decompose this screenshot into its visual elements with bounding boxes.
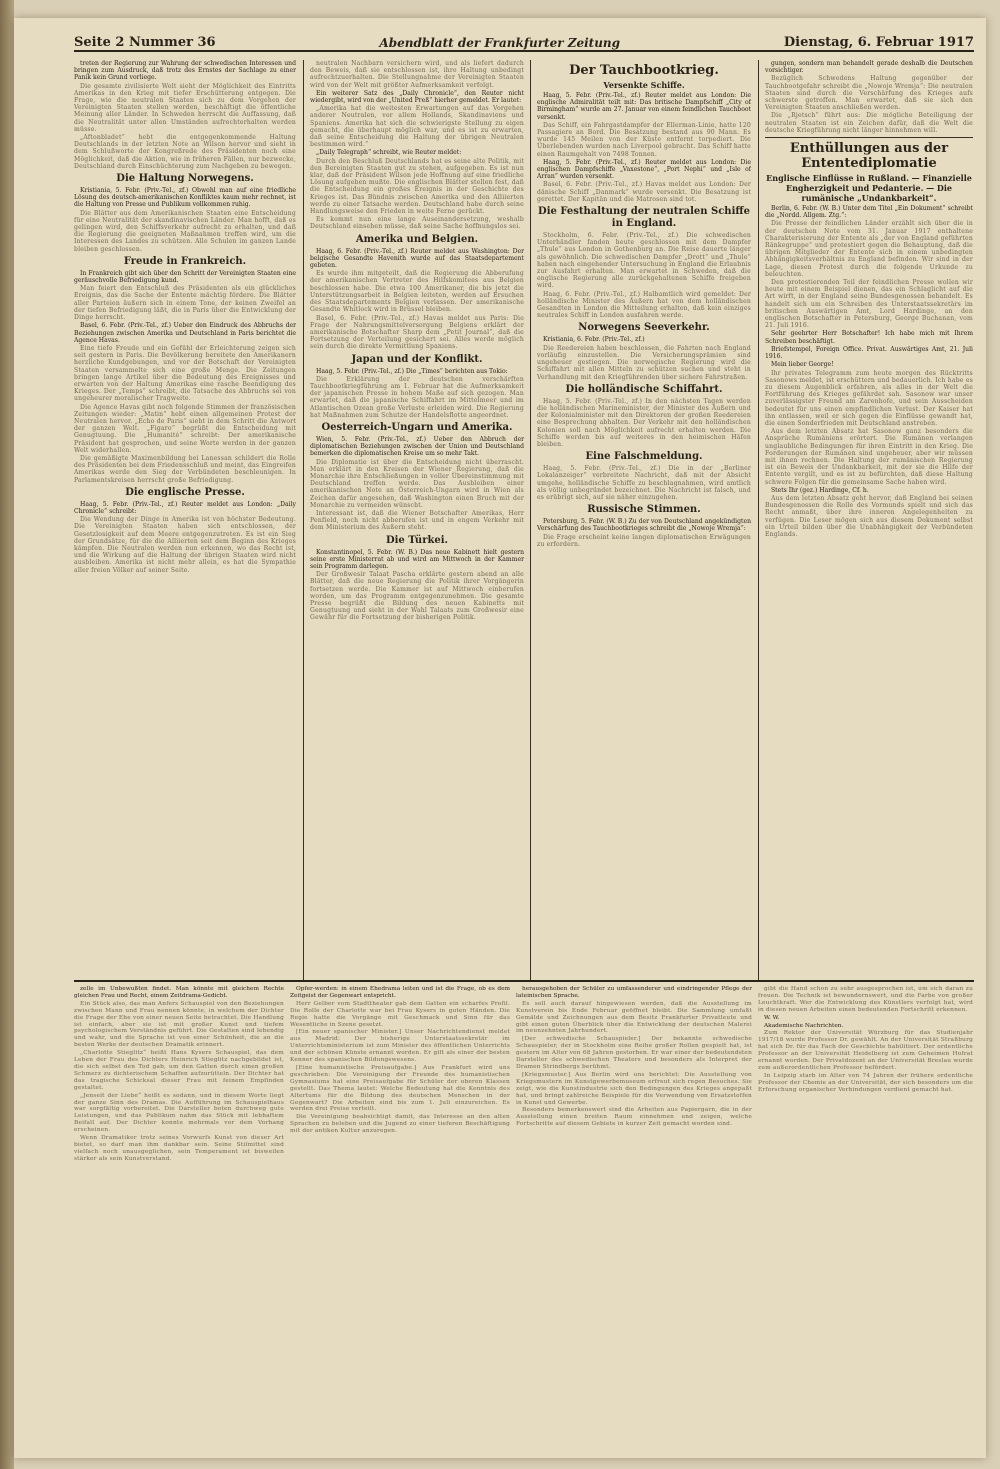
headline: Die holländische Schiffahrt. bbox=[565, 383, 723, 395]
headline: Eine Falschmeldung. bbox=[585, 451, 703, 463]
feuilleton-column-3: herausgehoben der Schüler zu umfassenderer und eindringender Pflege der lateinischen Sprache. Es soll auch darauf hingewiesen werden, daß die Ausstellung im Kunstverein bis Ende Februar geöffnet bleibt. Die Sammlung umfaßt Gemälde und Zeichnungen aus dem Besitz Frankfurter Privatleute und gibt einen guten Überblick über die Entwicklung der deutschen Malerei im neunzehnten Jahrhundert. [Der schwedische Schauspieler.] Der bekannte schwedische Schauspieler, der in Stockholm eine Reihe großer Rollen gespielt hat, ist gestern im Alter von 68 Jahren gestorben. Er war einer der bedeutendsten Darsteller des schwedischen Theaters und besonders als Interpret der Dramen Strindbergs berühmt. [Kriegsmuster.] Aus Berlin wird uns berichtet: Die Ausstellung von Kriegsmustern im Kunstgewerbemuseum erfreut sich regen Besuches. Sie zeigt, wie die Kunstindustrie sich den Bedingungen des Krieges angepaßt hat, und bringt zahlreiche Beispiele für die Verwendung von Ersatzstoffen in Kunst und Gewerbe. Besonders bemerkenswert sind die Arbeiten aus Papiergarn, die in der Ausstellung einen breiten Raum einnehmen und zeigen, welche Fortschritte auf diesem Gebiete in kurzer Zeit gemacht worden sind. bbox=[516, 986, 752, 1128]
column-1: treten der Regierung zur Wahrung der schwedischen Interessen und bringen zum Ausdruck, daß trotz des Ernstes der Sachlage zu einer Panik kein Grund vorliege. Die gesamte zivilisierte Welt sieht der Möglichkeit des Eintritts Amerikas in den Krieg mit tiefer Erschütterung entgegen. Die Frage, wie die neutralen Staaten sich zu dem Vorgehen der Vereinigten Staaten stellen werden, beschäftigt die öffentliche Meinung aller Länder. In Schweden herrscht die Auffassung, daß die Neutralität unter allen Umständen aufrechterhalten werden müsse. „Aftonbladet“ hebt die entgegenkommende Haltung Deutschlands in der letzten Note an Wilson hervor und sieht in dem Schlußworte der Kongreßrede des Präsidenten noch eine Möglichkeit, daß die Aktion, wie in früheren Fällen, nur bezwecke, Deutschland durch Einschüchterung zum Nachgeben zu bewegen. Die Haltung Norwegens. Kristiania, 5. Febr. (Priv.-Tel., zf.) Obwohl man auf eine friedliche Lösung des deutsch-amerikanischen Konfliktes kaum mehr rechnet, ist die Haltung von Presse und Publikum vollkommen ruhig. Die Blätter aus dem Amerikanischen Staaten eine Entscheidung für eine Neutralität der skandinavischen Länder. Man hofft, daß es gelingen wird, den Schiffsverkehr aufrecht zu erhalten, und daß die Regierung die geeigneten Maßnahmen treffen wird, um die Interessen des Landes zu schützen. Alle Schulen im ganzen Lande bleiben geschlossen. Freude in Frankreich. In Frankreich gibt sich über den Schritt der Vereinigten Staaten eine geräuschvolle Befriedigung kund. Man feiert den Entschluß des Präsidenten als ein glückliches Ereignis, das die Sache der Entente mächtig fördere. Die Blätter aller Parteien äußern sich in einem Tone, der keinen Zweifel an der tiefen Befriedigung läßt, die in Paris über die Entwicklung der Dinge herrscht. Basel, 6. Febr. (Priv.-Tel., zf.) Ueber den Eindruck des Abbruchs der Beziehungen zwischen Amerika und Deutschland in Paris berichtet die Agence Havas. Eine tiefe Freude und ein Gefühl der Erleichterung zeigen sich seit gestern in Paris. Die Bevölkerung bereitete den Amerikanern herzliche Kundgebungen, und vor der Botschaft der Vereinigten Staaten versammelte sich eine große Menge. Die Zeitungen bringen lange Artikel über die Bedeutung des Ereignisses und erwarten von der Haltung Amerikas eine rasche Beendigung des Krieges. Der „Temps“ schreibt, die Tatsache des Abbruchs sei von ungeheurer moralischer Tragweite. Die Agence Havas gibt noch folgende Stimmen der französischen Zeitungen wieder: „Matin“ hebt einen allgemeinen Protest der Neutralen hervor. „Echo de Paris“ sieht in dem Schritt die Antwort der ganzen Welt. „Figaro“ begrüßt die Entscheidung mit Genugtuung. Die „Humanité“ schreibt: Der amerikanische Präsident hat gesprochen, und seine Worte werden in der ganzen Welt widerhallen. Die gemäßigte Maximenbildung bei Lanessan schildert die Rolle des Präsidenten bei dem Friedensschluß und meint, das Eingreifen Amerikas werde den Sieg der Verbündeten beschleunigen. In Parlamentskreisen herrscht große Befriedigung. Die englische Presse. Haag, 5. Febr. (Priv.-Tel., zf.) Reuter meldet aus London: „Daily Chronicle“ schreibt: Die Wendung der Dinge in Amerika ist von höchster Bedeutung. Die Vereinigten Staaten haben sich entschlossen, der Gesetzlosigkeit auf dem Meere entgegenzutreten. Es ist ein Sieg der Grundsätze, für die die Alliierten seit dem Beginn des Krieges kämpfen. Die Neutralen werden nun erkennen, wo das Recht ist, und die Wirkung auf die Haltung der übrigen Staaten wird nicht ausbleiben. Amerika ist nicht mehr allein, es hat die Sympathie aller freien Völker auf seiner Seite. bbox=[74, 60, 296, 574]
article-text: Kristiania, 6. Febr. (Priv.-Tel., zf.) bbox=[543, 336, 645, 344]
article-text: Haag, 5. Febr. (Priv.-Tel., zf.) Reuter meldet aus London: „Daily Chronicle“ schreibt: bbox=[74, 500, 296, 515]
headline: Japan und der Konflikt. bbox=[351, 353, 483, 365]
headline: Freude in Frankreich. bbox=[123, 255, 247, 267]
signature: Stets Ihr (gez.) Hardinge, Cf. h. bbox=[771, 486, 869, 494]
column-4: gungen, sondern man behandelt gerade deshalb die Deutschen vorsichtiger. Bezüglich Schwedens Haltung gegenüber der Tauchbootgefahr schreibt die „Nowoje Wremja“: Die neutralen Staaten sind durch die Verschärfung des Krieges aufs schwerste getroffen. Man erwartet, daß sie sich den Vereinigten Staaten anschließen werden. Die „Rjetsch“ führt aus: Die mögliche Beteiligung der neutralen Staaten ist ein Zeichen dafür, daß die Welt die deutsche Kriegführung nicht länger hinnehmen will. Enthüllungen aus der Ententediplomatie Englische Einflüsse in Rußland. — Finanzielle Engherzigkeit und Pedanterie. — Die rumänische „Undankbarkeit“. Berlin, 6. Febr. (W. B.) Unter dem Titel „Ein Dokument“ schreibt die „Nordd. Allgem. Ztg.“: Die Presse der feindlichen Länder erzählt sich über die in der deutschen Note vom 31. Januar 1917 enthaltene Charakterisierung der Entente als „der von England geführten Ränkegruppe“ und protestiert gegen die Behauptung, daß die übrigen Mitglieder der Entente sich in einem unbedingten Abhängigkeitsverhältnis zu England befinden. Wir sind in der Lage, diesen Protest durch die folgende Urkunde zu beleuchten. Den protestierenden Teil der feindlichen Presse wollen wir heute mit einem Beispiel dienen, das ein Schlaglicht auf die Art wirft, in der England seine Bundesgenossen behandelt. Es handelt sich um ein Schreiben des Unterstaatssekretärs im britischen Auswärtigen Amt, Lord Hardinge, an den englischen Botschafter in Petersburg, George Buchanan, vom 21. Juli 1916. Sehr geehrter Herr Botschafter! Ich habe mich mit Ihrem Schreiben beschäftigt. Briefstempel, Foreign Office. Privat. Auswärtiges Amt, 21. Juli 1916. Mein lieber George! Ihr privates Telegramm zum heute morgen des Rücktritts Sasonows meldet, ist erschüttern und bedauerlich. Ich habe es zu diesem Augenblick erfahren, als alles in der Welt die Fortführung des Krieges gefährdet sah. Sasonow war unser zuverlässigster Freund am Zarenhofe, und sein Ausscheiden bedeutet für uns einen empfindlichen Verlust. Der Kaiser hat ihn entlassen, weil er sich gegen die Einflüsse gewandt hat, die einen Sonderfrieden mit Deutschland anstreben. Aus dem letzten Absatz hat Sasonow ganz besonders die Ansprüche Rumäniens erörtert. Die Rumänen verlangen unglaubliche Bedingungen für ihren Eintritt in den Krieg. Die Forderungen der Rumänen sind ungeheuer, aber wir müssen mit ihnen rechnen. Die Haltung der rumänischen Regierung ist ein Beweis der Undankbarkeit, mit der sie die Hilfe der Entente vergilt, und es ist zu befürchten, daß diese Haltung schwere Folgen für die gemeinsame Sache haben wird. Stets Ihr (gez.) Hardinge, Cf. h. Aus dem letzten Absatz geht hervor, daß England bei seinen Bundesgenossen die Rolle des Vormunds spielt und sich das Recht anmaßt, über ihre inneren Angelegenheiten zu verfügen. Die Leser mögen sich aus diesem Dokument selbst ein Urteil bilden über die Unabhängigkeit der Verbündeten Englands. bbox=[765, 60, 973, 538]
article-text: Petersburg, 5. Febr. (W. B.) Zu der von Deutschland angekündigten Verschärfung des Tauchbootkrieges schreibt die „Nowoje Wremja“: bbox=[537, 518, 751, 533]
headline: Die Haltung Norwegens. bbox=[116, 173, 254, 185]
headline: Die Festhaltung der neutralen Schiffe in England. bbox=[538, 206, 750, 230]
article-text: Haag, 5. Febr. (Priv.-Tel., zf.) Reuter meldet aus London: Die englische Admiralität teilt mit: Das britische Dampfschiff „City of Birmingham“ wurde am 27. Januar von einem feindlichen Tauchboot versenkt. bbox=[537, 92, 751, 121]
headline: Norwegens Seeverkehr. bbox=[578, 322, 710, 334]
column-rule bbox=[758, 60, 759, 980]
headline: Russische Stimmen. bbox=[587, 504, 701, 516]
newspaper-title: Abendblatt der Frankfurter Zeitung bbox=[379, 36, 621, 50]
article-text: Haag, 5. Febr. (Priv.-Tel., zf.) Die „Times“ berichten aus Tokio: bbox=[316, 367, 508, 375]
article-text: Basel, 6. Febr. (Priv.-Tel., zf.) Ueber den Eindruck des Abbruchs der Beziehungen zwischen Amerika und Deutschland in Paris berichtet die Agence Havas. bbox=[74, 322, 296, 344]
page-number: Seite 2 Nummer 36 bbox=[74, 35, 216, 50]
article-text: gungen, sondern man behandelt gerade deshalb die Deutschen vorsichtiger. bbox=[765, 60, 973, 75]
headline: Die Türkei. bbox=[385, 534, 449, 546]
column-rule bbox=[303, 60, 304, 980]
subheadline: Versenkte Schiffe. bbox=[603, 80, 685, 90]
feuilleton-rule bbox=[74, 980, 974, 982]
issue-date: Dienstag, 6. Februar 1917 bbox=[783, 35, 974, 50]
news-heading: Akademische Nachrichten. bbox=[764, 1022, 844, 1029]
headline: Amerika und Belgien. bbox=[355, 233, 479, 245]
headline: Der Tauchbootkrieg. bbox=[569, 63, 719, 78]
article-text: Kristiania, 5. Febr. (Priv.-Tel., zf.) Obwohl man auf eine friedliche Lösung des deutsch-amerikanischen Konfliktes kaum mehr rechnet, ist die Haltung von Presse und Publikum vollkommen ruhig. bbox=[74, 187, 296, 209]
feuilleton-text: Opfer-werden: in einem Ehedrama leiten und ist die Frage, ob es dem Zeitgeist der Gegenwart entspricht. bbox=[290, 986, 510, 999]
column-3: Der Tauchbootkrieg. Versenkte Schiffe. Haag, 5. Febr. (Priv.-Tel., zf.) Reuter meldet aus London: Die englische Admiralität teilt mit: Das britische Dampfschiff „City of Birmingham“ wurde am 27. Januar von einem feindlichen Tauchboot versenkt. Das Schiff, ein Fahrgastdampfer der Ellerman-Linie, hatte 120 Passagiere an Bord. Die Besatzung bestand aus 90 Mann. Es wurde 145 Meilen von der Küste entfernt torpediert. Die Überlebenden wurden nach Liverpool gebracht. Das Schiff hatte einen Raumgehalt von 7498 Tonnen. Haag, 5. Febr. (Priv.-Tel., zf.) Reuter meldet aus London: Die englischen Dampfschiffe „Vaxestone“, „Port Nephi“ und „Isle of Arran“ wurden versenkt. Basel, 6. Febr. (Priv.-Tel., zf.) Havas meldet aus London: Der dänische Schiff „Danmark“ wurde versenkt. Die Besatzung ist gerettet. Der Kapitän und die Matrosen sind tot. Die Festhaltung der neutralen Schiffe in England. Stockholm, 6. Febr. (Priv.-Tel., zf.) Die schwedischen Unterhändler fanden heute geschlossen mit dem Dampfer „Thule“ aus London in Gothenburg an. Die Reise dauerte länger als gewöhnlich. Die schwedischen Dampfer „Drott“ und „Thule“ haben nach eingehender Untersuchung in England die Erlaubnis zur Ausfahrt erhalten. Man erwartet in Schweden, daß die englische Regierung alle zurückgehaltenen Schiffe freigeben wird. Haag, 6. Febr. (Priv.-Tel., zf.) Halbamtlich wird gemeldet: Der holländische Minister des Äußern hat von dem holländischen Gesandten in London die Mitteilung erhalten, daß kein einziges neutrales Schiff in London ausfahren werde. Norwegens Seeverkehr. Kristiania, 6. Febr. (Priv.-Tel., zf.) Die Reedereien haben beschlossen, die Fahrten nach England vorläufig einzustellen. Die Versicherungsprämien sind ungeheuer gestiegen. Die norwegische Regierung wird die Schiffahrt mit allen Mitteln zu schützen suchen und steht in Verhandlung mit den Kriegführenden über sichere Fahrstraßen. Die holländische Schiffahrt. Haag, 5. Febr. (Priv.-Tel., zf.) In den nächsten Tagen werden die holländischen Marineminister, der Minister des Äußern und der Kolonialminister mit den Direktoren der großen Reedereien eine Besprechung abhalten. Der Verkehr mit den holländischen Kolonien soll nach Möglichkeit aufrecht erhalten werden. Die Schiffe werden bis auf weiteres in den heimischen Häfen bleiben. Eine Falschmeldung. Haag, 5. Febr. (Priv.-Tel., zf.) Die in der „Berliner Lokalanzeiger“ verbreitete Nachricht, daß mit der Absicht umgehe, holländische Schiffe zu beschlagnahmen, wird amtlich als völlig unbegründet bezeichnet. Die Nachricht ist falsch, und es erübrigt sich, auf sie näher einzugehen. Russische Stimmen. Petersburg, 5. Febr. (W. B.) Zu der von Deutschland angekündigten Verschärfung des Tauchbootkrieges schreibt die „Nowoje Wremja“: Die Frage erscheint keine langen diplomatischen Erwägungen zu erfordern. bbox=[537, 63, 751, 548]
article-text: treten der Regierung zur Wahrung der schwedischen Interessen und bringen zum Ausdruck, daß trotz des Ernstes der Sachlage zu einer Panik kein Grund vorliege. bbox=[74, 60, 296, 82]
feuilleton-column-4: gibt die Hand schon zu sehr ausgesprochen ist, um sich daran zu freuen. Die Technik ist bewundernswert, und die Farbe von großer Leuchtkraft. Wer die Entwicklung des Künstlers verfolgt hat, wird in diesen neuen Arbeiten einen bedeutenden Fortschritt erkennen. W. W. Akademische Nachrichten. Zum Rektor der Universität Würzburg für das Studienjahr 1917/18 wurde Professor Dr. gewählt. An der Universität Straßburg hat sich Dr. für das Fach der Geschichte habilitiert. Der ordentliche Professor an der Universität Heidelberg ist zum Geheimen Hofrat ernannt worden. Der Privatdozent an der Universität Breslau wurde zum außerordentlichen Professor befördert. In Leipzig starb im Alter von 74 Jahren der frühere ordentliche Professor der Chemie an der Universität, der sich besonders um die Erforschung organischer Verbindungen verdient gemacht hat. bbox=[758, 986, 973, 1093]
subheadline: Englische Einflüsse in Rußland. — Finanzielle Engherzigkeit und Pedanterie. — Die rumänische „Undankbarkeit“. bbox=[766, 173, 972, 204]
feuilleton-text: herausgehoben der Schüler zu umfassenderer und eindringender Pflege der lateinischen Sprache. bbox=[516, 986, 752, 999]
signature: W. W. bbox=[764, 1014, 780, 1021]
binding-edge bbox=[0, 0, 14, 1469]
article-text: In Frankreich gibt sich über den Schritt der Vereinigten Staaten eine geräuschvolle Befriedigung kund. bbox=[74, 269, 296, 285]
article-text: Haag, 5. Febr. (Priv.-Tel., zf.) Reuter meldet aus London: Die englischen Dampfschiffe „Vaxestone“, „Port Nephi“ und „Isle of Arran“ wurden versenkt. bbox=[537, 158, 751, 181]
headline: Enthüllungen aus der Ententediplomatie bbox=[789, 141, 949, 172]
article-text: Haag, 6. Febr. (Priv.-Tel., zf.) Reuter meldet aus Washington: Der belgische Gesandte Havenith wurde auf das Staatsdepartement gebeten. bbox=[310, 247, 524, 270]
signature: Briefstempel, Foreign Office. Privat. Auswärtiges Amt, 21. Juli 1916. bbox=[765, 345, 973, 361]
article-text: Wien, 5. Febr. (Priv.-Tel., zf.) Ueber den Abbruch der diplomatischen Beziehungen zwischen der Union und Deutschland bemerken die diplomatischen Kreise um so mehr Takt. bbox=[310, 435, 524, 458]
headline: Oesterreich-Ungarn und Amerika. bbox=[321, 421, 513, 433]
feuilleton-column-2: Opfer-werden: in einem Ehedrama leiten und ist die Frage, ob es dem Zeitgeist der Gegenwart entspricht. Herr Gelber vom Stadttheater gab dem Gatten ein scharfes Profil. Die Rolle der Charlotte war bei Frau Kysers in guten Händen. Die Regie hatte die Vorgänge mit Geschmack und Sinn für das Wesentliche in Szene gesetzt. [Ein neuer spanischer Minister.] Unser Nachrichtendienst meldet aus Madrid: Der bisherige Unterstaatssekretär im Unterrichtsministerium ist zum Minister des öffentlichen Unterrichts und der schönen Künste ernannt worden. Er gilt als einer der besten Kenner des spanischen Bildungswesens. [Eine humanistische Preisaufgabe.] Aus Frankfurt wird uns geschrieben: Die Vereinigung der Freunde des humanistischen Gymnasiums hat eine Preisaufgabe für Schüler der oberen Klassen gestellt. Das Thema lautet: Welche Bedeutung hat die Kenntnis des Altertums für die Bildung des deutschen Menschen in der Gegenwart? Die Arbeiten sind bis zum 1. Juli einzureichen. Es werden drei Preise verteilt. Die Vereinigung beabsichtigt damit, das Interesse an den alten Sprachen zu beleben und die Jugend zu einer tieferen Beschäftigung mit der antiken Kultur anzuregen. bbox=[290, 986, 510, 1135]
column-2: neutralen Nachbarn versichern wird, und als liefert dadurch den Beweis, daß sie entschlossen ist, ihre Haltung unbedingt aufrechtzuerhalten. Die Stellungnahme der Vereinigten Staaten wird von der Welt mit größter Aufmerksamkeit verfolgt. Ein weiterer Satz des „Daily Chronicle“, den Reuter nicht wiedergibt, wird von der „United Preß“ hierher gemeldet. Er lautet: „Amerika hat die weitesten Erwartungen auf das Vorgehen anderer Neutralen, vor allem Hollands, Skandinaviens und Spaniens. Amerika hat sich die schwierigste Stellung zu eigen gemacht, die überhaupt möglich war, und es ist zu erwarten, daß seine Entscheidung die Haltung der übrigen Neutralen bestimmen wird.“ „Daily Telegraph“ schreibt, wie Reuter meldet: Durch den Beschluß Deutschlands hat es seine alte Politik, mit den Bereinigten Staaten gut zu stehen, aufgegeben. Es ist nun klar, daß der Präsident Wilson jede Hoffnung auf eine friedliche Lösung aufgeben mußte. Die englischen Blätter stellen fest, daß die Entscheidung ein großes Ereignis in der Geschichte des Krieges ist. Das Bündnis zwischen Amerika und den Alliierten werde zu einer Tatsache werden. Deutschland habe durch seine Handlungsweise den Frieden in weite Ferne gerückt. Es kommt nun eine lange Auseinandersetzung, weshalb Deutschland einsehen müsse, daß seine Sache hoffnungslos sei. Amerika und Belgien. Haag, 6. Febr. (Priv.-Tel., zf.) Reuter meldet aus Washington: Der belgische Gesandte Havenith wurde auf das Staatsdepartement gebeten. Es wurde ihm mitgeteilt, daß die Regierung die Abberufung der amerikanischen Vertreter des Hilfskomitees aus Belgien beschlossen habe. Die etwa 100 Amerikaner, die bis jetzt die Unterstützungsarbeit in Belgien leiteten, werden auf Ersuchen des Staatsdepartements Belgien verlassen. Der amerikanische Gesandte Whitlock wird in Brüssel bleiben. Basel, 6. Febr. (Priv.-Tel., zf.) Havas meldet aus Paris: Die Frage der Nahrungsmittelversorgung Belgiens erklärt der amerikanische Botschafter Sharp dem „Petit Journal“, daß die Fortsetzung der Verteilung gesichert sei. Alles werde möglich sein durch die direkte Vermittlung Spaniens. Japan und der Konflikt. Haag, 5. Febr. (Priv.-Tel., zf.) Die „Times“ berichten aus Tokio: Die Erklärung der deutschen verschärften Tauchbootkriegführung am 1. Februar hat die Aufmerksamkeit der japanischen Presse in hohem Maße auf sich gezogen. Man erwartet, daß die japanische Schiffahrt im Mittelmeer und im Atlantischen Ozean große Verluste erleiden wird. Die Regierung hat Maßnahmen zum Schutze der Handelsflotte angeordnet. Oesterreich-Ungarn und Amerika. Wien, 5. Febr. (Priv.-Tel., zf.) Ueber den Abbruch der diplomatischen Beziehungen zwischen der Union und Deutschland bemerken die diplomatischen Kreise um so mehr Takt. Die Diplomatie ist über die Entscheidung nicht überrascht. Man erklärt in den Kreisen der Wiener Regierung, daß die Monarchie ihre Entschließungen in voller Übereinstimmung mit Deutschland treffen werde. Das Ausbleiben einer amerikanischen Note an Österreich-Ungarn wird in Wien als Zeichen dafür angesehen, daß Washington einen Bruch mit der Monarchie zu vermeiden wünscht. Interessant ist, daß die Wiener Botschafter Amerikas, Herr Penfield, noch nicht abberufen ist und in engem Verkehr mit dem Ministerium des Äußern steht. Die Türkei. Konstantinopel, 5. Febr. (W. B.) Das neue Kabinett hielt gestern seine erste Ministerrat ab und wird am Mittwoch in der Kammer sein Programm darlegen. Der Großwesir Talaat Pascha erklärte gestern abend an alle Blätter, daß die neue Regierung die Politik ihrer Vorgängerin fortsetzen werde. Die Kammer ist auf Mittwoch einberufen worden, um das Programm entgegenzunehmen. Die gesamte Presse begrüßt die Bildung des neuen Kabinetts mit Genugtuung und sieht in der Wahl Talaats zum Großwesir eine Gewähr für die Fortsetzung der bisherigen Politik. bbox=[310, 60, 524, 622]
article-text: Sehr geehrter Herr Botschafter! Ich habe mich mit Ihrem Schreiben beschäftigt. bbox=[765, 330, 973, 345]
headline: Die englische Presse. bbox=[125, 486, 245, 498]
masthead bbox=[74, 26, 974, 52]
feuilleton-text: zelle im Unbewußten findet. Man könnte mit gleichem Rechte gleichen Frau und Recht, einem Zeitdrama-Gedicht. bbox=[74, 986, 284, 999]
article-text: Konstantinopel, 5. Febr. (W. B.) Das neue Kabinett hielt gestern seine erste Ministerrat ab und wird am Mittwoch in der Kammer sein Programm darlegen. bbox=[310, 548, 524, 570]
feuilleton-column-1: zelle im Unbewußten findet. Man könnte mit gleichem Rechte gleichen Frau und Recht, einem Zeitdrama-Gedicht. Ein Stück also, das man Anfers Schauspiel von den Beziehungen zwischen Mann und Frau nennen könnte, in welchem der Dichter die Frage der Ehe von einer neuen Seite betrachtet. Die Handlung ist einfach, aber sie ist mit großer Kunst und tiefem psychologischem Verständnis geführt. Die Gestalten sind lebendig und wahr, und die Sprache ist von einer Schönheit, die an die besten Werke der deutschen Dramatik erinnert. „Charlotte Stieglitz“ heißt Hans Kysers Schauspiel, das dem Leben der Frau des Dichters Heinrich Stieglitz nachgebildet ist, die sich selbst den Tod gab, um den Gatten durch einen großen Schmerz zu dichterischem Schaffen aufzurütteln. Der Dichter hat das tragische Schicksal dieser Frau mit feinem Empfinden gestaltet. „Jenseit der Liebe“ heißt es sodann, und in diesem Worte liegt der ganze Sinn des Dramas. Die Aufführung im Schauspielhaus war sorgfältig vorbereitet. Die Darsteller boten durchweg gute Leistungen, und das Publikum nahm das Stück mit lebhaftem Beifall auf. Der Dichter konnte mehrmals vor dem Vorhang erscheinen. Wenn Dramatiker trotz seines Vorwurfs Kunst von dieser Art bietet, so darf man ihm dankbar sein. Seine Stilmittel sind vielfach noch unausgeglichen, sein Temperament ist bisweilen stärker als sein Kunstverstand. bbox=[74, 986, 284, 1162]
article-text: „Daily Telegraph“ schreibt, wie Reuter meldet: bbox=[316, 149, 462, 157]
salutation: Mein lieber George! bbox=[771, 361, 834, 369]
article-text: Ein weiterer Satz des „Daily Chronicle“, den Reuter nicht wiedergibt, wird von der „United Preß“ hierher gemeldet. Er lautet: bbox=[310, 89, 524, 105]
article-text: Berlin, 6. Febr. (W. B.) Unter dem Titel „Ein Dokument“ schreibt die „Nordd. Allgem. Ztg.“: bbox=[765, 205, 973, 220]
column-rule bbox=[530, 60, 531, 980]
